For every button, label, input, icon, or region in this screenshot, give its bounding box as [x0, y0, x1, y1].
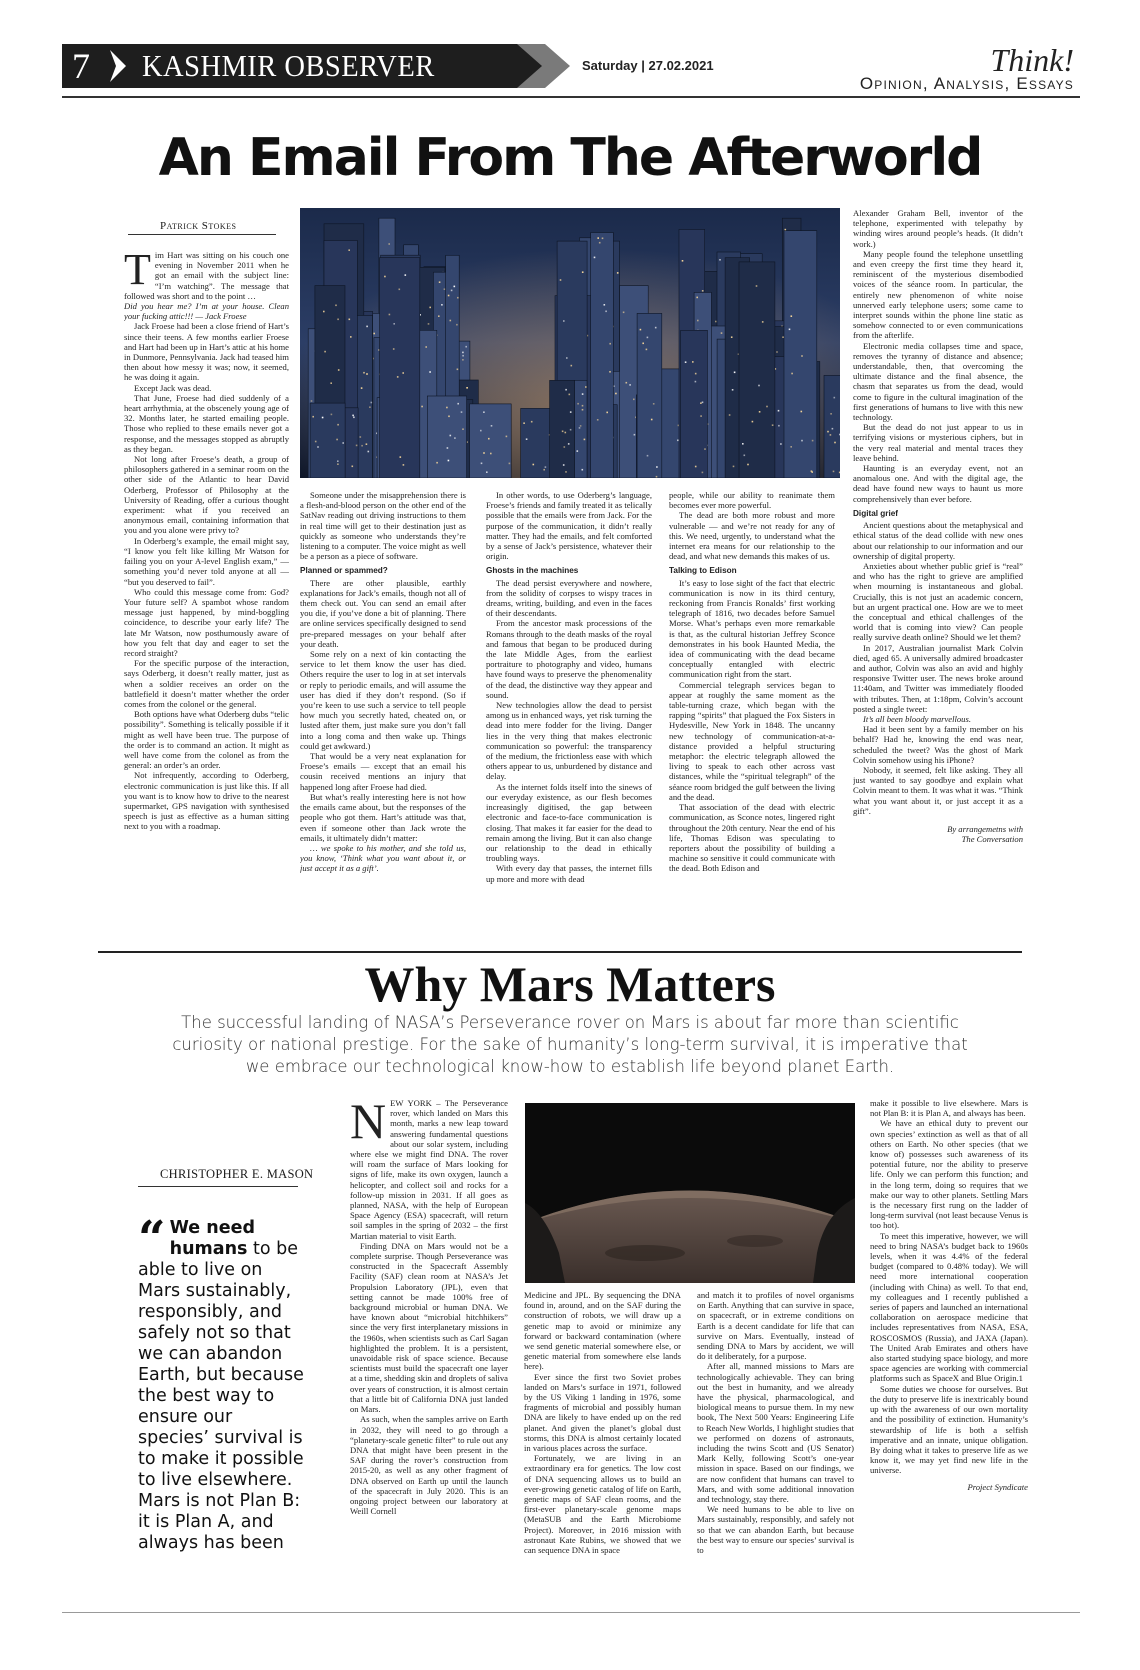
article2-column-2: [524, 1290, 681, 1593]
paragraph: As the internet folds itself into the sinews of our everyday existence, as our flesh becomes increasingly digitised, the gap between electronic and face-to-face communication is closing. That makes it far easier for the dead to remain among the living. But it can also change our relationship to the dead in ethically troubling ways.: [486, 781, 652, 864]
quote: It’s all been bloody marvellous.: [863, 713, 971, 724]
article2-headline: Why Mars Matters: [364, 956, 776, 1012]
paragraph: Not infrequently, according to Oderberg, electronic communication is just like this. If all you want is to know how to drive to the nearest supermarket, GPS navigation with synthesised speech is just as effective as a human sitting next to you with a roadmap.: [124, 770, 289, 832]
paragraph: With every day that passes, the internet fills up more and more with dead: [486, 863, 652, 884]
paragraph: Haunting is an everyday event, not an anomalous one. And with the digital age, the dead have found new ways to haunt us more comprehensively than ever before.: [853, 463, 1023, 504]
paragraph: That would be a very neat explanation for Froese’s emails — except that an email his cousin received mentions an injury that happened long after Froese had died.: [300, 751, 466, 792]
byline-rule: [138, 1186, 298, 1187]
section-tagline: Think!: [990, 42, 1074, 78]
paragraph: As such, when the samples arrive on Earth in 2032, they will need to go through a “planetary-scale genetic filter” to rule out any DNA that might have been present in the SAF during the rover’s construction from 2015-20, as well as any other fragment of DNA observed on Earth up until the launch of the spacecraft in July 2020. This is an ongoing project between our laboratory at Weill Cornell: [350, 1414, 508, 1517]
paragraph: im Hart was sitting on his couch one evening in November 2011 when he got an email with the subject line: “I’m watching”. The message that followed was short and to the point …: [124, 250, 289, 301]
article1-byline: Patrick Stokes: [160, 220, 237, 232]
paragraph: The dead are both more robust and more vulnerable — and we’re not ready for any of this. We need, urgently, to understand what the internet era means for our relationship to the dead, and what new demands this makes of us.: [669, 510, 835, 562]
pull-quote-text: to be able to live on Mars sustainably, responsibly, and safely not so that we can abandon Earth, but because the best way to ensure our species’ survival is to make it possible to live elsewhere. Mars is not Plan B: it is Plan A, and always has been: [138, 1239, 304, 1553]
paragraph: But the dead do not just appear to us in terrifying visions or mysterious ciphers, but in the very real material and mental traces they leave behind.: [853, 422, 1023, 463]
paragraph: Medicine and JPL. By sequencing the DNA found in, around, and on the SAF during the construction of robots, we will draw up a genetic map to avoid or minimize any forward or backward contamination (where we send genetic material somewhere else, or genetic material from somewhere else lands here).: [524, 1290, 681, 1372]
issue-date: Saturday | 27.02.2021: [582, 58, 714, 73]
quote: Did you hear me? I’m at your house. Clean your fucking attic!!! — Jack Froese: [124, 301, 289, 322]
paragraph: Finding DNA on Mars would not be a complete surprise. Though Perseverance was constructed in the Spacecraft Assembly Facility (SAF) clean room at NASA’s Jet Propulsion Laboratory (JPL), even that setting cannot be made 100% free of background microbial or human DNA. We have known about “microbial hitchhikers” since the very first interplanetary missions in the 1960s, when scientists such as Carl Sagan highlighted the problem. It is a persistent, unavoidable risk of space science. Because scientists must build the spacecraft one layer at a time, shedding skin and droplets of saliva over years of construction, it is almost certain that a little bit of California DNA just landed on Mars.: [350, 1240, 508, 1415]
credit-source: Project Syndicate: [967, 1481, 1028, 1492]
paragraph: Except Jack was dead.: [134, 382, 212, 393]
dropcap: N: [350, 1098, 387, 1149]
article2-column-1: [350, 1098, 508, 1593]
paragraph: Ancient questions about the metaphysical and ethical status of the dead collide with new ones about our relationship to our information and our ownership of digital property.: [853, 520, 1023, 561]
article1-column-5: [853, 208, 1023, 948]
subhead: Planned or spammed?: [300, 566, 388, 576]
subhead: Digital grief: [853, 508, 899, 518]
paragraph: Ever since the first two Soviet probes landed on Mars’s surface in 1971, followed by the US Viking 1 landing in 1976, some fragments of microbial and possibly human DNA are likely to have ended up on the red planet. And given the planet’s global dust storms, this DNA is almost certainly located in various places across the surface.: [524, 1371, 681, 1454]
paragraph: Fortunately, we are living in an extraordinary era for genetics. The low cost of DNA sequencing allows us to build an ever-growing genetic catalog of life on Earth, genetic maps of SAF clean rooms, and the first-ever planetary-scale genome maps (MetaSUB and the Earth Microbiome Project). Moreover, in 2016 mission with astronaut Kate Rubins, we showed that we can sequence DNA in space: [524, 1453, 681, 1556]
masthead: [62, 44, 1080, 96]
dropcap: T: [124, 250, 151, 294]
paragraph: But what’s really interesting here is not how the emails came about, but the responses of the people who got them. Hart’s attitude was that, even if someone other than Jack wrote the emails, it ultimately didn’t matter:: [300, 791, 466, 843]
section-name: Opinion, Analysis, Essays: [859, 74, 1074, 93]
paragraph: Some duties we choose for ourselves. But the duty to preserve life is inextricably bound up with the awareness of our own mortality and the possibility of extinction. Humanity’s stewardship of life is both a selfish imperative and an innate, unique obligation. By doing what it takes to preserve life as we know it, we may yet find new life in the universe.: [870, 1383, 1028, 1476]
article1-column-4: [669, 490, 835, 922]
paragraph: and match it to profiles of novel organisms on Earth. Anything that can survive in space, on spacecraft, or in extreme conditions on Earth is a decent candidate for life that can survive on Mars. Eventually, instead of sending DNA to Mars by accident, we will do it deliberately, for a purpose.: [697, 1290, 854, 1362]
paragraph: Nobody, it seemed, felt like asking. They all just wanted to say goodbye and explain what Colvin meant to them. It was what it was. “Think what you want about it, or just accept it as a gift”.: [853, 764, 1023, 816]
paragraph: Electronic media collapses time and space, removes the tyranny of distance and absence; understandable, then, that overcoming the ultimate distance and the final absence, the chasm that separates us from the dead, would come to figure in the cultural imagination of the first generations of humans to live with this new technology.: [853, 340, 1023, 423]
paragraph: To meet this imperative, however, we will need to bring NASA’s budget back to 1960s levels, when it was 4.4% of the federal budget (compared to 0.48% today). We will need more international cooperation (including with China) as well. To that end, my colleagues and I recently published a series of papers and launched an international collaboration on aerospace medicine that includes representatives from NASA, ESA, ROSCOSMOS (Russia), and JAXA (Japan). The United Arab Emirates and others have also started studying space biology, and more space agencies are working with commercial platforms such as SpaceX and Blue Origin.1: [870, 1230, 1028, 1384]
subhead: Ghosts in the machines: [486, 566, 579, 576]
pull-quote: [138, 1211, 308, 1554]
paragraph: Someone under the misapprehension there is a flesh-and-blood person on the other end of the SatNav reading out driving instructions to them in real time will get to their destination just as quickly as someone who understands they’re listening to a computer. The voice might as well be a person as a piece of software.: [300, 490, 466, 562]
article1-column-3: [486, 490, 652, 922]
article1-column-1: [124, 250, 289, 922]
paragraph: For the specific purpose of the interaction, says Oderberg, it doesn’t really matter, just as when a soldier receives an order on the battlefield it doesn’t matter whether the order comes from the colonel or the general.: [124, 658, 289, 709]
paragraph: people, while our ability to reanimate them becomes ever more powerful.: [669, 490, 835, 511]
credit-source: The Conversation: [961, 834, 1023, 845]
paragraph: Many people found the telephone unsettling and even creepy the first time they heard it, reminiscent of the mysterious disembodied voices of the séance room. In particular, the entirely new phenomenon of white noise unnerved early telephone users; some came to interpret sounds within the phone line static as somehow connected to or even communications from the afterlife.: [853, 248, 1023, 341]
article2-column-3: [697, 1290, 854, 1593]
paragraph: The dead persist everywhere and nowhere, from the solidity of corpses to wispy traces in dreams, writing, building, and even in the faces of their descendants.: [486, 577, 652, 619]
paper-name: KASHMIR OBSERVER: [142, 48, 435, 83]
article2-deck: The successful landing of NASA’s Perseverance rover on Mars is about far more than scientific curiosity or national prestige. For the sake of humanity’s long-term survival, it is imperative that we embrace our technological know-how to establish life beyond planet Earth.: [172, 1013, 968, 1076]
night-city-aerial-image: [300, 208, 840, 478]
quote-mark-icon: “: [138, 1211, 166, 1267]
quote: … we spoke to his mother, and she told us, you know, ‘Think what you want about it, or just accept it as a gift’.: [300, 842, 466, 874]
page-number: 7: [72, 46, 90, 86]
paragraph: EW YORK – The Perseverance rover, which landed on Mars this month, marks a new leap toward answering fundamental questions about our solar system, including where else we might find DNA. The rover will roam the surface of Mars looking for signs of life, make its own oxygen, launch a helicopter, and collect soil and rocks for a follow-up mission in 2031. If all goes as planned, NASA, with the help of European Space Agency (ESA) spacecraft, will return soil samples in the spring of 2032 – the first Martian material to visit Earth.: [350, 1098, 508, 1241]
mars-surface-photo: [525, 1103, 855, 1283]
paragraph: That association of the dead with electric communication, as Sconce notes, lingered right throughout the 20th century. Near the end of his life, Thomas Edison was speculating to reporters about the possibility of building a machine so sensitive it could communicate with the dead. Both Edison and: [669, 802, 835, 874]
paragraph: Had it been sent by a family member on his behalf? Had he, knowing the end was near, scheduled the tweet? Was the ghost of Mark Colvin somehow using his iPhone?: [853, 724, 1023, 765]
paragraph: There are other plausible, earthly explanations for Jack’s emails, though not all of them check out. You can send an email after you die, if you’ve done a bit of planning. There are online services specifically designed to send pre-prepared messages on your behalf after your death.: [300, 577, 466, 649]
credit-line: By arrangemetns with: [947, 823, 1023, 834]
article-divider: [98, 951, 1022, 953]
paragraph: After all, manned missions to Mars are technologically achievable. They can bring out the best in humanity, and we already have the physical, pharmacological, and biological means to pursue them. In my new book, The Next 500 Years: Engineering Life to Reach New Worlds, I highlight studies that we performed on dozens of astronauts, including the twins Scott and (US Senator) Mark Kelly, following Scott’s one-year mission in space. Based on our findings, we are now confident that humans can travel to Mars, and with some additional innovation and technology, stay there.: [697, 1361, 854, 1505]
night-city-photo: [300, 208, 840, 478]
byline-rule: [128, 234, 276, 235]
article1-headline: An Email From The Afterworld: [158, 128, 982, 188]
paragraph: Not long after Froese’s death, a group of philosophers gathered in a seminar room on the other side of the Atlantic to hear David Oderberg, Professor of Philosophy at the University of Reading, offer a curious thought experiment: what if you received an anonymous email, containing information that you and you alone were privy to?: [124, 454, 289, 536]
paragraph: We have an ethical duty to prevent our own species’ extinction as well as that of all others on Earth. No other species (that we know of) possesses such awareness of its potential future, nor the ability to preserve life. Only we can perform this function; and in the long term, doing so requires that we make our way to other planets. Settling Mars is the necessary first rung on the ladder of long-term survival (not least because Venus is too hot).: [870, 1118, 1028, 1231]
mars-surface-image: [525, 1103, 855, 1283]
article2-column-4: [870, 1098, 1028, 1604]
paragraph: In 2017, Australian journalist Mark Colvin died, aged 65. A universally admired broadcaster and author, Colvin was also an avid and highly responsive Twitter user. The news broke around 11:40am, and Twitter was immediately flooded with tributes. Then, at 1:18pm, Colvin’s account posted a single tweet:: [853, 642, 1023, 714]
paragraph: Some rely on a next of kin contacting the service to let them know the user has died. Others require the user to log in at set intervals or reply to periodic emails, and will assume the user has died if they don’t respond. (So if you’re keen to use such a service to tell people how much you secretly hated, cheated on, or lusted after them, just make sure you don’t fall into a long coma and then wake up. Things could get awkward.): [300, 649, 466, 751]
paragraph: Both options have what Oderberg dubs “telic possibility”. Something is telically possible if it might as well have been true. The purpose of the order is to command an action. It might as well have come from the colonel as from the general: an order’s an order.: [124, 709, 289, 771]
article2-byline: CHRISTOPHER E. MASON: [160, 1167, 314, 1181]
paragraph: make it possible to live elsewhere. Mars is not Plan B: it is Plan A, and always has been.: [870, 1098, 1028, 1119]
chevron-right-icon: [106, 48, 130, 84]
paragraph: From the ancestor mask processions of the Romans through to the death masks of the royal and famous that began to be produced during the late Middle Ages, from the earliest portraiture to photography and video, humans have found ways to preserve the phenomenality of the dead, the distinctive way they appear and sound.: [486, 618, 652, 700]
paragraph: New technologies allow the dead to persist among us in enhanced ways, yet risk turning the dead into mere fodder for the living. Danger lies in the very thing that makes electronic communication so powerful: the transparency of the medium, the frictionless ease with which others appear to us, unburdened by distance and delay.: [486, 700, 652, 782]
pull-quote-lead: We need humans: [169, 1218, 255, 1259]
page-bottom-rule: [62, 1612, 1080, 1613]
paragraph: In Oderberg’s example, the email might say, “I know you felt like killing Mr Watson for failing you on your A-level English exam,” — something you’d never told anyone at all — “but you deserved to fail”.: [124, 535, 289, 587]
article1-column-2: [300, 490, 466, 922]
subhead: Talking to Edison: [669, 566, 737, 576]
paragraph: Commercial telegraph services began to appear at roughly the same moment as the table-turning craze, which began with the rapping “spirits” that plagued the Fox Sisters in Hydesville, New York in 1848. The uncanny new technology of communication-at-a-distance provided a helpful structuring metaphor: the electric telegraph allowed the living to speak to each other across vast distances, while the “spiritual telegraph” of the séance room bridged the gulf between the living and the dead.: [669, 679, 835, 802]
paragraph: Alexander Graham Bell, inventor of the telephone, experimented with telepathy by winding wires around people’s heads. (It didn’t work.): [853, 208, 1023, 249]
paragraph: Who could this message come from: God? Your future self? A spambot whose random message just happened, by mind-boggling coincidence, to describe your early life? The late Mr Watson, now posthumously aware of how you felt that day and eager to set the record straight?: [124, 586, 289, 658]
paragraph: Jack Froese had been a close friend of Hart’s since their teens. A few months earlier Froese and Hart had been up in Hart’s attic at his home in Dunmore, Pennsylvania. Jack had teased him then about how messy it was; now, it seemed, he was doing it again.: [124, 321, 289, 383]
masthead-rule: [62, 96, 1080, 98]
paragraph: In other words, to use Oderberg’s language, Froese’s friends and family treated it as telically possible that the emails were from Jack. For the purpose of the communication, it didn’t really matter. They had the emails, and felt comforted by a sense of Jack’s persistence, whatever their origin.: [486, 490, 652, 562]
paragraph: We need humans to be able to live on Mars sustainably, responsibly, and safely not so that we can abandon Earth, but because the best way to ensure our species’ survival is to: [697, 1504, 854, 1556]
paragraph: That June, Froese had died suddenly of a heart arrhythmia, at the obscenely young age of 32. Months later, he started emailing people. Those who replied to these emails never got a response, and the messages stopped as abruptly as they began.: [124, 392, 289, 454]
paragraph: Anxieties about whether public grief is “real” and who has the right to grieve are amplified when mourning is instantaneous and global. Crucially, this is not just an academic concern, but an urgent practical one. How are we to meet the conceptual and ethical challenges of the world that is coming into view? Can people really survive death online? Should we let them?: [853, 560, 1023, 643]
paragraph: It’s easy to lose sight of the fact that electric communication is now in its third century, reckoning from Francis Ronalds’ first working telegraph of 1816, two decades before Samuel Morse. What’s perhaps even more remarkable is that, as the cultural historian Jeffrey Sconce demonstrates in his book Haunted Media, the idea of communicating with the dead became conceptually entangled with electric communication right from the start.: [669, 577, 835, 680]
